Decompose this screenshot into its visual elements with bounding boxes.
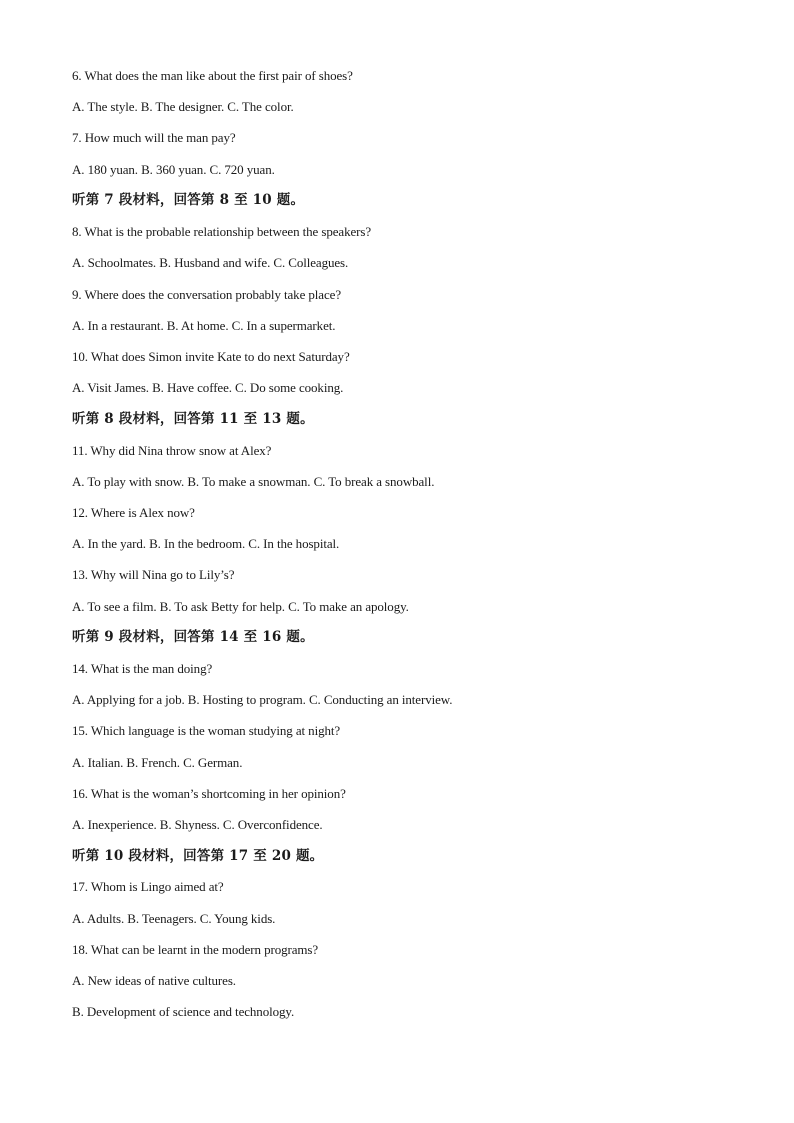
question-11-options: A. To play with snow. B. To make a snowman. C. To break a snowball. — [72, 474, 435, 489]
section-heading-9: 听第 9 段材料，回答第 14 至 16 题。 — [72, 629, 314, 645]
question-17-options: A. Adults. B. Teenagers. C. Young kids. — [72, 911, 276, 926]
question-18: 18. What can be learnt in the modern programs? — [72, 942, 319, 957]
question-8-options: A. Schoolmates. B. Husband and wife. C. Colleagues. — [72, 255, 349, 270]
question-16-options: A. Inexperience. B. Shyness. C. Overconfidence. — [72, 817, 323, 832]
question-6: 6. What does the man like about the first pair of shoes? — [72, 68, 353, 83]
question-11: 11. Why did Nina throw snow at Alex? — [72, 443, 272, 458]
question-9-options: A. In a restaurant. B. At home. C. In a supermarket. — [72, 318, 336, 333]
section-heading-8: 听第 8 段材料，回答第 11 至 13 题。 — [72, 411, 314, 427]
question-10-options: A. Visit James. B. Have coffee. C. Do some cooking. — [72, 380, 344, 395]
section-heading-7: 听第 7 段材料，回答第 8 至 10 题。 — [72, 192, 305, 208]
question-14: 14. What is the man doing? — [72, 661, 213, 676]
question-18-option-a: A. New ideas of native cultures. — [72, 973, 236, 988]
question-10: 10. What does Simon invite Kate to do next Saturday? — [72, 349, 350, 364]
question-9: 9. Where does the conversation probably take place? — [72, 287, 341, 302]
question-13: 13. Why will Nina go to Lily’s? — [72, 567, 235, 582]
question-17: 17. Whom is Lingo aimed at? — [72, 879, 224, 894]
question-16: 16. What is the woman’s shortcoming in her opinion? — [72, 786, 346, 801]
question-15-options: A. Italian. B. French. C. German. — [72, 755, 243, 770]
question-6-options: A. The style. B. The designer. C. The color. — [72, 99, 294, 114]
question-7: 7. How much will the man pay? — [72, 130, 236, 145]
question-12: 12. Where is Alex now? — [72, 505, 195, 520]
question-18-option-b: B. Development of science and technology. — [72, 1004, 295, 1019]
question-14-options: A. Applying for a job. B. Hosting to program. C. Conducting an interview. — [72, 692, 453, 707]
question-13-options: A. To see a film. B. To ask Betty for help. C. To make an apology. — [72, 599, 409, 614]
section-heading-10: 听第 10 段材料，回答第 17 至 20 题。 — [72, 848, 324, 864]
question-15: 15. Which language is the woman studying at night? — [72, 723, 341, 738]
question-7-options: A. 180 yuan. B. 360 yuan. C. 720 yuan. — [72, 162, 275, 177]
question-12-options: A. In the yard. B. In the bedroom. C. In the hospital. — [72, 536, 340, 551]
question-8: 8. What is the probable relationship between the speakers? — [72, 224, 371, 239]
